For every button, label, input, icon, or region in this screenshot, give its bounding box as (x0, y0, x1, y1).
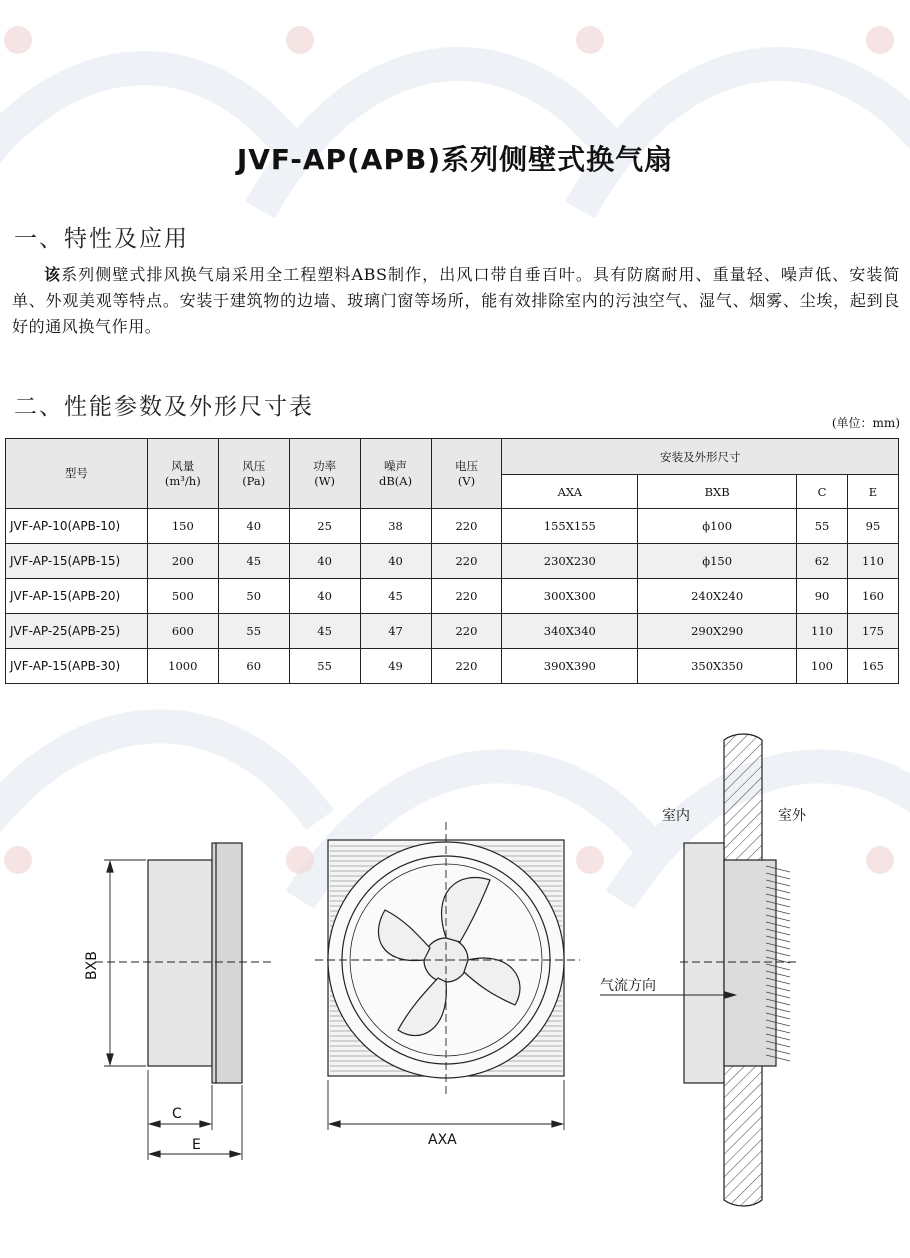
page-title: JVF-AP(APB)系列侧壁式换气扇 (236, 143, 674, 176)
label-e: E (192, 1137, 201, 1153)
spec-table (5, 438, 899, 684)
table-row: JVF-AP-15(APB-20) 500 50 40 45 220 300X300 240X240 90 160 (6, 579, 899, 614)
header-axa: AXA (502, 475, 638, 509)
header-dims: 安装及外形尺寸 (502, 439, 899, 475)
label-outdoor: 室外 (778, 808, 806, 824)
features-lead: 该 (44, 265, 62, 284)
features-paragraph (12, 262, 900, 340)
installation-drawing (600, 734, 800, 1206)
side-view-drawing (95, 843, 275, 1160)
technical-drawings (0, 700, 910, 1258)
header-e: E (847, 475, 898, 509)
section-heading-specs: 二、性能参数及外形尺寸表 (14, 394, 314, 420)
label-axa: AXA (428, 1132, 457, 1148)
header-bxb: BXB (638, 475, 797, 509)
table-row: JVF-AP-25(APB-25) 600 55 45 47 220 340X340 290X290 110 175 (6, 614, 899, 649)
label-airflow: 气流方向 (600, 978, 656, 994)
label-bxb: BXB (84, 951, 100, 980)
header-model: 型号 (6, 439, 148, 509)
label-indoor: 室内 (662, 808, 690, 824)
section-heading-features: 一、特性及应用 (14, 226, 189, 252)
unit-note: (单位：mm) (831, 416, 900, 430)
table-row: JVF-AP-15(APB-15) 200 45 40 40 220 230X230 ϕ150 62 110 (6, 544, 899, 579)
header-voltage: 电压 (V) (431, 439, 502, 509)
header-pressure: 风压 (Pa) (218, 439, 289, 509)
label-c: C (172, 1106, 182, 1122)
features-text: 系列侧壁式排风换气扇采用全工程塑料ABS制作，出风口带自垂百叶。具有防腐耐用、重量轻、噪声低、安装简单、外观美观等特点。安装于建筑物的边墙、玻璃门窗等场所，能有效排除室内的污浊空气、湿气、烟雾、尘埃，起到良好的通风换气作用。 (12, 265, 900, 336)
table-row: JVF-AP-15(APB-30) 1000 60 55 49 220 390X390 350X350 100 165 (6, 649, 899, 684)
header-c: C (797, 475, 848, 509)
header-noise: 噪声 dB(A) (360, 439, 431, 509)
header-flow: 风量 (m³/h) (147, 439, 218, 509)
front-view-drawing (315, 822, 580, 1130)
table-row: JVF-AP-10(APB-10) 150 40 25 38 220 155X155 ϕ100 55 95 (6, 509, 899, 544)
header-power: 功率 (W) (289, 439, 360, 509)
